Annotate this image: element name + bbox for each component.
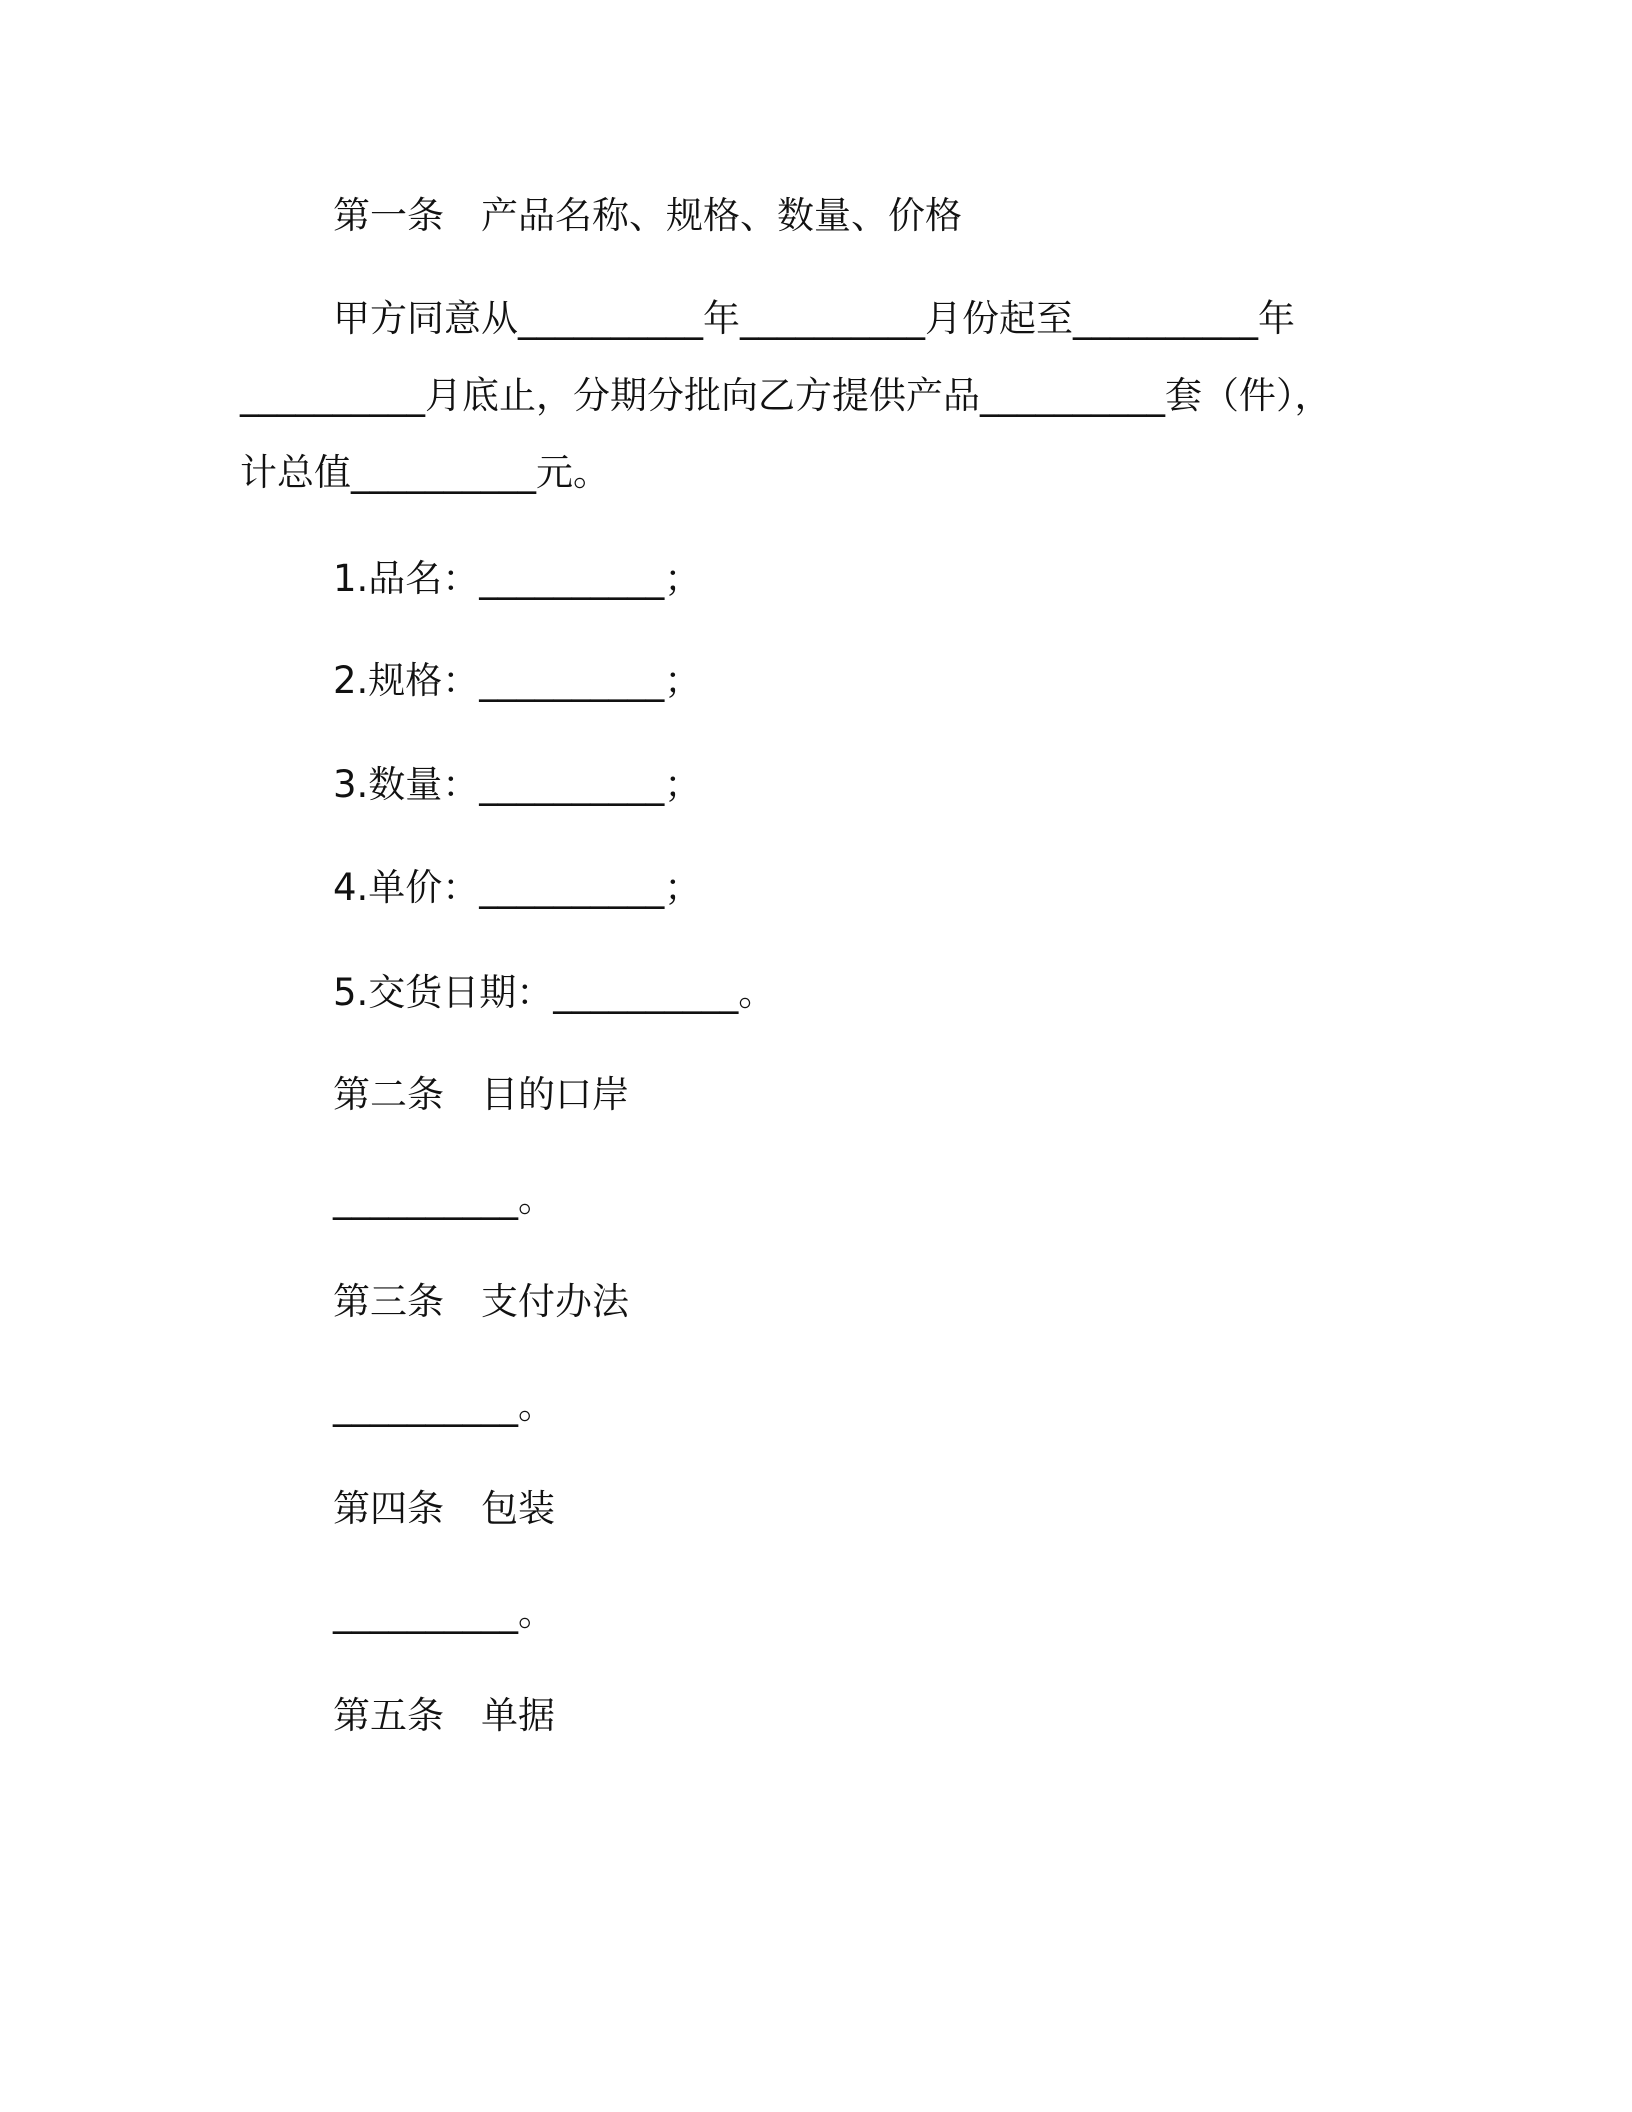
item-product-name: 1.品名：__________；: [333, 557, 702, 600]
article-1-paragraph-line-2: __________月底止，分期分批向乙方提供产品__________套（件），: [240, 374, 1332, 417]
item-unit-price: 4.单价：__________；: [333, 866, 702, 909]
article-4-body: __________。: [333, 1591, 555, 1634]
article-1-paragraph-line-3: 计总值__________元。: [240, 451, 610, 494]
item-specification: 2.规格：__________；: [333, 659, 702, 702]
article-4-heading: 第四条 包装: [333, 1487, 555, 1530]
article-1-heading: 第一条 产品名称、规格、数量、价格: [333, 194, 962, 237]
article-3-body: __________。: [333, 1384, 555, 1427]
article-2-heading: 第二条 目的口岸: [333, 1073, 629, 1116]
item-quantity: 3.数量：__________；: [333, 763, 702, 806]
article-2-body: __________。: [333, 1177, 555, 1220]
article-3-heading: 第三条 支付办法: [333, 1280, 629, 1323]
item-delivery-date: 5.交货日期：__________。: [333, 971, 776, 1014]
article-1-paragraph-line-1: 甲方同意从__________年__________月份起至__________年: [333, 297, 1295, 340]
article-5-heading: 第五条 单据: [333, 1694, 555, 1737]
